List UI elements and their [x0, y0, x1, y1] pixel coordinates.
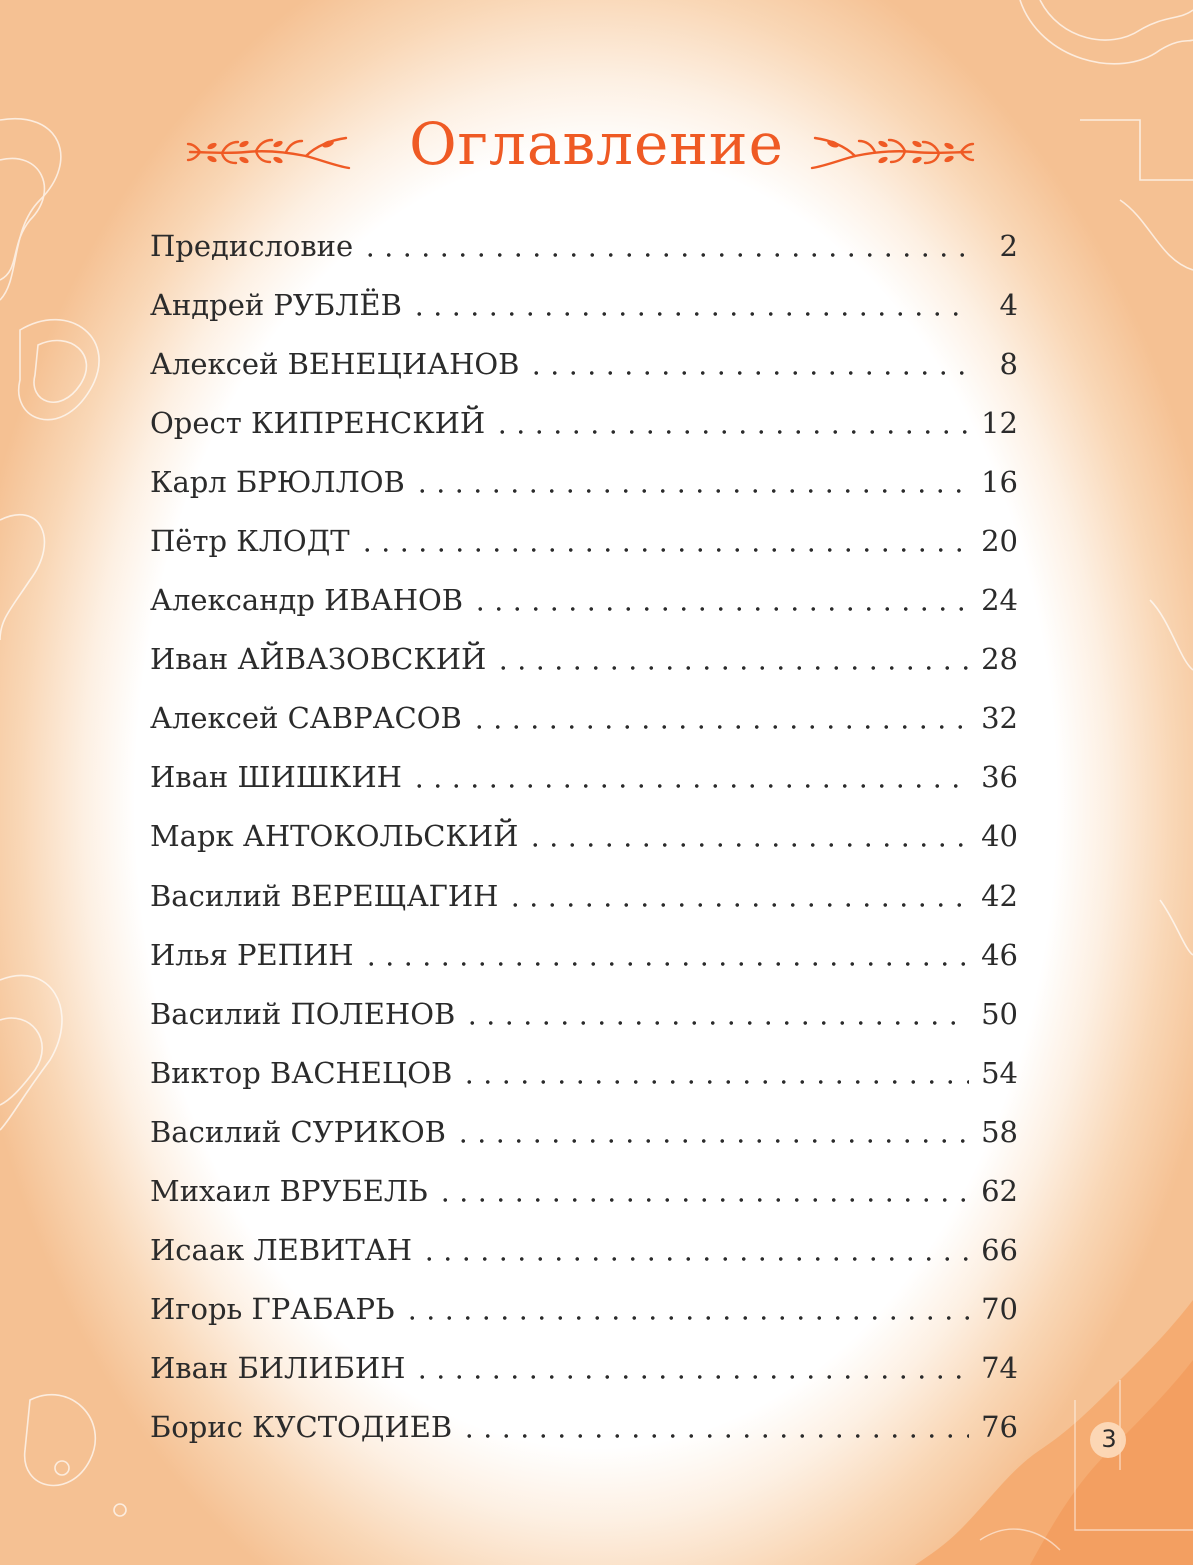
toc-entry[interactable] [150, 807, 1018, 866]
toc-entry-page: 50 [981, 996, 1018, 1031]
dot-leader [471, 607, 969, 611]
toc-entry[interactable] [150, 748, 1018, 807]
toc-entry-page: 70 [981, 1292, 1018, 1327]
toc-entry-title: Карл БРЮЛЛОВ [150, 464, 405, 499]
dot-leader [436, 1198, 969, 1202]
toc-entry-page: 36 [981, 760, 1018, 795]
toc-entry-title: Михаил ВРУБЕЛЬ [150, 1174, 428, 1209]
dot-leader [403, 1316, 970, 1320]
toc-entry[interactable] [150, 925, 1018, 984]
toc-entry-title: Иван ШИШКИН [150, 760, 402, 795]
toc-entry[interactable] [150, 216, 1018, 275]
dot-leader [470, 725, 969, 729]
toc-entry-title: Алексей САВРАСОВ [150, 701, 462, 736]
toc-entry-page: 28 [981, 642, 1018, 677]
dot-leader [460, 1434, 969, 1438]
dot-leader [362, 962, 970, 966]
toc-entry[interactable] [150, 275, 1018, 334]
toc-entry[interactable] [150, 1339, 1018, 1398]
toc-entry-page: 16 [981, 464, 1018, 499]
toc-entry[interactable] [150, 1398, 1018, 1457]
dot-leader [358, 548, 969, 552]
toc-entry-page: 40 [981, 819, 1018, 854]
toc-entry-page: 32 [981, 701, 1018, 736]
dot-leader [527, 371, 970, 375]
title-row [0, 100, 1193, 200]
dot-leader [413, 1375, 969, 1379]
toc-entry[interactable] [150, 334, 1018, 393]
toc-entry[interactable] [150, 984, 1018, 1043]
toc-entry-page: 66 [981, 1233, 1018, 1268]
dot-leader [410, 312, 970, 316]
toc-entry[interactable] [150, 630, 1018, 689]
dot-leader [506, 903, 969, 907]
dot-leader [493, 430, 969, 434]
toc-entry-title: Орест КИПРЕНСКИЙ [150, 405, 486, 440]
dot-leader [460, 1080, 969, 1084]
toc-entry[interactable] [150, 866, 1018, 925]
page-number: 3 [1101, 1425, 1117, 1453]
page-title: Оглавление [409, 110, 784, 178]
toc-entry-title: Андрей РУБЛЁВ [150, 287, 402, 322]
toc-entry-title: Пётр КЛОДТ [150, 524, 350, 559]
toc-entry-page: 20 [981, 524, 1018, 559]
toc-entry[interactable] [150, 393, 1018, 452]
toc-entry[interactable] [150, 1221, 1018, 1280]
toc-entry-page: 74 [981, 1351, 1018, 1386]
dot-leader [526, 843, 969, 847]
toc-entry[interactable] [150, 1162, 1018, 1221]
toc-entry[interactable] [150, 689, 1018, 748]
toc-entry-title: Василий ПОЛЕНОВ [150, 996, 456, 1031]
toc-entry-page: 4 [999, 287, 1018, 322]
dot-leader [494, 666, 969, 670]
toc-entry[interactable] [150, 511, 1018, 570]
dot-leader [454, 1139, 969, 1143]
toc-entry-page: 62 [981, 1174, 1018, 1209]
dot-leader [361, 253, 970, 257]
toc-entry-title: Виктор ВАСНЕЦОВ [150, 1055, 453, 1090]
toc-entry-title: Илья РЕПИН [150, 937, 354, 972]
toc-entry-title: Александр ИВАНОВ [150, 583, 464, 618]
toc-entry-title: Игорь ГРАБАРЬ [150, 1292, 395, 1327]
toc-entry[interactable] [150, 452, 1018, 511]
toc-entry[interactable] [150, 1102, 1018, 1161]
dot-leader [413, 489, 969, 493]
toc-entry-page: 24 [981, 583, 1018, 618]
toc-entry-page: 46 [981, 937, 1018, 972]
toc-entry-page: 76 [981, 1410, 1018, 1445]
toc-entry-title: Василий СУРИКОВ [150, 1114, 446, 1149]
toc-entry-title: Борис КУСТОДИЕВ [150, 1410, 453, 1445]
toc-entry-page: 8 [999, 346, 1018, 381]
toc-entry-title: Василий ВЕРЕЩАГИН [150, 878, 499, 913]
toc-entry[interactable] [150, 1280, 1018, 1339]
toc-entry-page: 58 [981, 1114, 1018, 1149]
dot-leader [420, 1257, 969, 1261]
toc-entry-title: Предисловие [150, 228, 354, 263]
dot-leader [463, 1021, 969, 1025]
toc-entry-title: Исаак ЛЕВИТАН [150, 1233, 413, 1268]
toc-entry-page: 42 [981, 878, 1018, 913]
toc-entry[interactable] [150, 571, 1018, 630]
toc-entry-title: Алексей ВЕНЕЦИАНОВ [150, 346, 520, 381]
toc-entry-page: 2 [999, 228, 1018, 263]
leafy-vine-icon [810, 132, 975, 172]
dot-leader [410, 784, 969, 788]
toc-entry-title: Иван БИЛИБИН [150, 1351, 406, 1386]
toc-entry[interactable] [150, 1043, 1018, 1102]
table-of-contents [150, 216, 1018, 1457]
toc-entry-title: Марк АНТОКОЛЬСКИЙ [150, 819, 519, 854]
toc-entry-page: 12 [981, 405, 1018, 440]
toc-entry-page: 54 [981, 1055, 1018, 1090]
toc-entry-title: Иван АЙВАЗОВСКИЙ [150, 642, 487, 677]
